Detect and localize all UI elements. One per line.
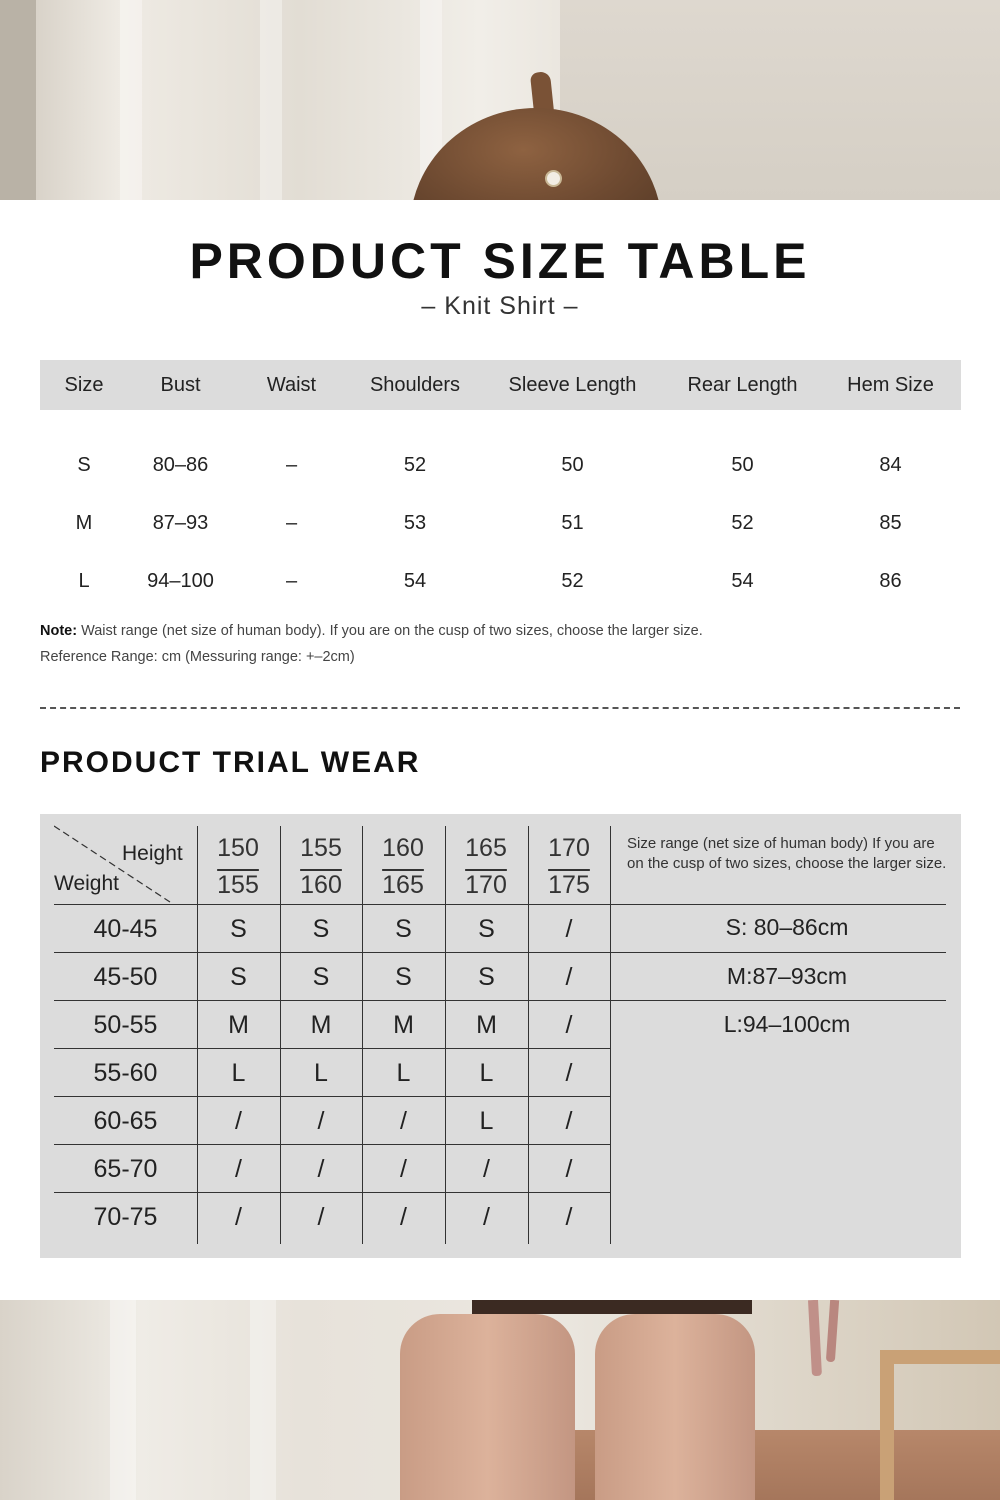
size-table-header-row — [40, 360, 961, 410]
size-cell: / — [565, 1058, 573, 1087]
table-cell: S — [77, 453, 91, 476]
table-cell: 80–86 — [152, 453, 209, 476]
size-cell: / — [317, 1154, 325, 1183]
table-cell: 52 — [561, 569, 584, 592]
weight-range-cell: 40-45 — [93, 914, 158, 943]
size-cell: / — [235, 1106, 242, 1135]
height-to: 155 — [217, 871, 259, 899]
size-table-subtitle: – Knit Shirt – — [421, 292, 579, 320]
height-from: 160 — [382, 834, 424, 862]
height-range-header — [445, 830, 527, 904]
beret-pin — [545, 170, 562, 187]
dashed-divider — [40, 707, 960, 709]
corner-weight-label: Weight — [54, 872, 119, 895]
table-row — [40, 552, 961, 616]
grid-line — [54, 1192, 610, 1193]
bottom-photo — [0, 1300, 1000, 1500]
curtain-fold — [250, 1300, 276, 1500]
size-cell: M — [476, 1010, 497, 1039]
weight-range-cell: 45-50 — [93, 962, 158, 991]
size-cell: / — [565, 1202, 573, 1231]
size-cell: / — [565, 962, 573, 991]
table-cell: 52 — [403, 453, 427, 476]
size-cell: / — [565, 1154, 573, 1183]
header-bust: Bust — [128, 360, 233, 410]
height-to: 170 — [465, 871, 507, 899]
ribbon — [826, 1300, 839, 1362]
header-shoulders: Shoulders — [350, 360, 480, 410]
size-cell: L — [314, 1058, 328, 1087]
table-cell: – — [285, 511, 298, 534]
corner-height-label: Height — [122, 842, 183, 865]
height-from: 150 — [217, 834, 259, 862]
size-cell: L — [231, 1058, 246, 1087]
size-cell: S — [230, 962, 247, 991]
size-cell: S — [230, 914, 247, 943]
size-cell: / — [483, 1154, 490, 1183]
note-label: Note: — [40, 623, 78, 639]
top-photo — [0, 0, 1000, 200]
weight-range-cell: 50-55 — [93, 1010, 158, 1039]
size-chart-card — [0, 200, 1000, 1300]
grid-line — [54, 1144, 610, 1145]
product-size-table — [40, 360, 961, 616]
height-range-header — [197, 830, 279, 904]
size-cell: M — [310, 1010, 332, 1039]
size-cell: / — [317, 1202, 325, 1231]
size-cell: / — [235, 1202, 242, 1231]
size-cell: L — [479, 1106, 494, 1135]
height-range-header — [280, 830, 362, 904]
header-size: Size — [40, 360, 128, 410]
table-cell: – — [285, 569, 298, 592]
table-cell: 52 — [731, 511, 754, 534]
weight-range-cell: 55-60 — [93, 1058, 158, 1087]
curtain-fold — [260, 0, 282, 200]
trial-wear-title: PRODUCT TRIAL WEAR — [40, 746, 421, 779]
weight-range-cell: 65-70 — [93, 1154, 158, 1183]
trial-wear-table — [40, 814, 961, 1258]
size-cell: / — [400, 1106, 407, 1135]
window-frame — [0, 0, 36, 200]
size-cell: S — [312, 962, 330, 991]
size-range-note: Size range (net size of human body) If you are on the cusp of two sizes, choose the larger size. — [627, 835, 947, 872]
height-from: 170 — [548, 834, 590, 862]
table-cell: 54 — [403, 569, 427, 592]
table-cell: M — [75, 511, 93, 534]
height-range-header — [362, 830, 444, 904]
header-sleeve-length: Sleeve Length — [480, 360, 665, 410]
table-cell: 50 — [561, 453, 584, 476]
size-cell: / — [235, 1154, 242, 1183]
size-cell: S — [478, 914, 495, 943]
table-cell: 85 — [879, 511, 902, 534]
table-cell: 51 — [561, 511, 584, 534]
curtain-fold — [110, 1300, 136, 1500]
grid-line — [54, 1000, 946, 1001]
header-rear-length: Rear Length — [665, 360, 820, 410]
model-leg — [400, 1314, 575, 1500]
size-cell: M — [228, 1010, 249, 1039]
table-row — [40, 494, 961, 552]
size-cell: S — [395, 962, 412, 991]
table-row — [40, 410, 961, 494]
size-cell: / — [400, 1154, 407, 1183]
wooden-chair — [880, 1350, 1000, 1500]
curtain-fold — [120, 0, 142, 200]
grid-line — [54, 1096, 610, 1097]
height-to: 165 — [382, 871, 424, 899]
size-cell: / — [565, 1010, 573, 1039]
size-cell: L — [479, 1058, 494, 1087]
grid-line — [54, 904, 946, 905]
size-range-s: S: 80–86cm — [725, 914, 849, 940]
table-cell: L — [78, 569, 90, 592]
size-cell: / — [565, 914, 573, 943]
size-cell: L — [396, 1058, 411, 1087]
size-table-title: PRODUCT SIZE TABLE — [189, 233, 811, 289]
grid-line — [54, 1048, 610, 1049]
header-hem-size: Hem Size — [820, 360, 961, 410]
size-cell: S — [395, 914, 412, 943]
size-cell: / — [400, 1202, 407, 1231]
size-cell: / — [565, 1106, 573, 1135]
ribbon — [808, 1300, 822, 1376]
table-cell: 86 — [879, 569, 902, 592]
table-cell: 94–100 — [147, 569, 214, 592]
weight-range-cell: 60-65 — [93, 1106, 158, 1135]
height-from: 165 — [465, 834, 507, 862]
skirt-hem — [472, 1300, 752, 1314]
weight-range-cell: 70-75 — [93, 1202, 158, 1231]
grid-line — [610, 826, 611, 1244]
table-cell: 84 — [879, 453, 902, 476]
size-range-l: L:94–100cm — [723, 1011, 851, 1037]
height-to: 175 — [548, 871, 590, 899]
height-range-header — [528, 830, 610, 904]
reference-range: Reference Range: cm (Messuring range: +–2cm) — [40, 649, 355, 665]
table-cell: 87–93 — [152, 511, 209, 534]
table-cell: – — [285, 453, 298, 476]
header-waist: Waist — [233, 360, 350, 410]
table-cell: 54 — [731, 569, 754, 592]
size-cell: M — [393, 1010, 414, 1039]
table-cell: 50 — [731, 453, 754, 476]
height-to: 160 — [300, 871, 342, 899]
table-cell: 53 — [403, 511, 427, 534]
model-leg — [595, 1314, 755, 1500]
size-range-m: M:87–93cm — [726, 963, 848, 989]
size-cell: S — [478, 962, 495, 991]
size-note — [40, 623, 703, 639]
grid-line — [54, 952, 946, 953]
size-cell: S — [312, 914, 330, 943]
height-from: 155 — [300, 834, 342, 862]
note-text: Waist range (net size of human body). If you are on the cusp of two sizes, choose the larger size. — [77, 623, 703, 639]
size-cell: / — [483, 1202, 490, 1231]
size-cell: / — [317, 1106, 325, 1135]
